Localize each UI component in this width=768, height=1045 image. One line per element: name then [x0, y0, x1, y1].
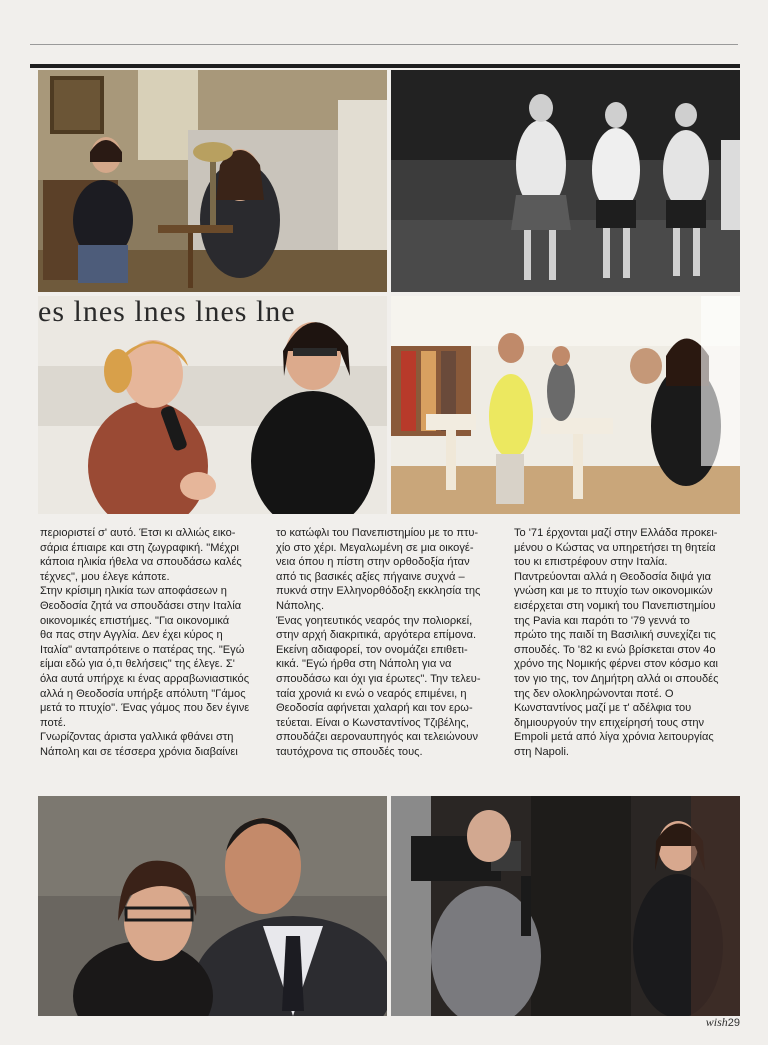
text-line: σπουδάσω και όχι για έρωτες". Την τελευ- [276, 672, 481, 685]
text-line: στην αρχή διακριτικά, αργότερα επίμονα. [276, 629, 477, 642]
photo-interview [38, 296, 387, 514]
article-column-2 [276, 526, 498, 784]
header-rule [30, 64, 740, 68]
text-line: πρώτο της παιδί τη Βασιλική συνεχίζει τις [514, 629, 716, 642]
text-line: Empoli μετά από λίγα χρόνια λειτουργίας [514, 731, 714, 744]
text-line: τεύεται. Είναι ο Κωνσταντίνος Τζιβέλης, [276, 716, 469, 729]
text-line: Ένας γοητευτικός νεαρός την πολιορκεί, [276, 614, 473, 627]
text-line: εισέρχεται στη νομική του Πανεπιστημίου [514, 599, 716, 612]
text-line: κικά. "Εγώ ήρθα στη Νάπολη για να [276, 658, 452, 671]
text-line: Νάπολης. [276, 599, 325, 612]
text-line: αλλά η Θεοδοσία υπήρξε απόλυτη "Γάμος [40, 687, 246, 700]
text-line: Θεοδοσία ζητά να σπουδάσει στην Ιταλία [40, 599, 242, 612]
photo-dance-bw [391, 70, 740, 292]
text-line: της Pavia και παρότι το '79 γεννά το [514, 614, 690, 627]
text-line: είμαι εδώ για ό,τι θελήσεις" της έλεγε. Σ' [40, 658, 235, 671]
text-line: το κατώφλι του Πανεπιστημίου με το πτυ- [276, 527, 479, 539]
page-number: 29 [727, 1017, 740, 1029]
text-line: Κωνσταντίνος μαζί με τ' αδέλφια του [514, 702, 692, 715]
text-line: Νάπολη και σε τέσσερα χρόνια διαβαίνει [40, 745, 238, 758]
text-line: κάποια ηλικία ήθελα να σπουδάσω καλές [40, 556, 242, 569]
text-line: στη Napoli. [514, 745, 570, 758]
photo-interior-portrait [38, 70, 387, 292]
text-line: από τις βασικές αξίες πήγαινε συχνά – [276, 570, 465, 583]
text-line: τον γιο της, τον Δημήτρη αλλά οι σπουδές [514, 672, 719, 685]
brand-name: wish [705, 1015, 728, 1029]
article-column-3 [514, 526, 738, 784]
text-line: οικονομικές επιστήμες. "Για οικονομικά [40, 614, 230, 627]
text-line: ποτέ. [40, 716, 66, 729]
text-line: σπουδές. Το '82 κι ενώ βρίσκεται στον 4ο [514, 643, 716, 656]
text-line: νεια όπου η πίστη στην ορθοδοξία ήταν [276, 556, 470, 569]
text-line: πυκνά στην Ελληνορθόδοξη εκκλησία της [276, 585, 481, 598]
text-line: περιοριστεί σ' αυτό. Έτσι κι αλλιώς εικο- [40, 527, 236, 539]
text-line: Εκείνη αδιαφορεί, τον ονομάζει επιθετι- [276, 643, 468, 656]
text-line: μένου ο Κώστας να υπηρετήσει τη θητεία [514, 541, 716, 554]
text-line: χίο στο χέρι. Μεγαλωμένη σε μια οικογέ- [276, 541, 474, 554]
text-line: Το '71 έρχονται μαζί στην Ελλάδα προκει- [514, 527, 718, 539]
text-line: Ιταλία" ανταπρότεινε ο πατέρας της. "Εγώ [40, 643, 245, 656]
text-line: όλα αυτά υπήρχε κι ένας αρραβωνιαστικός [40, 672, 250, 685]
text-line: του κι επιστρέφουν στην Ιταλία. [514, 556, 668, 569]
page-footer [706, 1015, 740, 1030]
text-line: Παντρεύονται αλλά η Θεοδοσία διψά για [514, 570, 712, 583]
text-line: τέχνες", μου έλεγε κάποτε. [40, 570, 170, 583]
banner-text: es lnes lnes lnes lne [38, 296, 296, 328]
photo-tv-crew [391, 796, 740, 1016]
text-line: ταία χρονιά κι ενώ ο νεαρός επιμένει, η [276, 687, 467, 700]
text-line: δημιουργούν την επιχείρησή τους στην [514, 716, 705, 729]
text-line: σπουδάζει αεροναυπηγός και τελειώνουν [276, 731, 479, 744]
text-line: μετά το πτυχίο". Ένας γάμος που δεν έγινε [40, 702, 250, 715]
photo-boutique [391, 296, 740, 514]
text-line: γνώση και με το πτυχίο των οικονομικών [514, 585, 713, 598]
text-line: σάρια έπιαιρε και στη ζωγραφική. "Μέχρι [40, 541, 240, 554]
text-line: Στην κρίσιμη ηλικία των αποφάσεων η [40, 585, 227, 598]
text-line: ταυτόχρονα τις σπουδές τους. [276, 745, 423, 758]
text-line: Γνωρίζοντας άριστα γαλλικά φθάνει στη [40, 731, 234, 744]
text-line: θα πας στην Αγγλία. Δεν έχει κύρος η [40, 629, 223, 642]
text-line: χρόνο της Νομικής φέρνει στον κόσμο και [514, 658, 718, 671]
article-column-1 [40, 526, 262, 784]
text-line: της δεν ολοκληρώνονται ποτέ. Ο [514, 687, 674, 700]
top-rule [30, 44, 738, 45]
photo-couple [38, 796, 387, 1016]
text-line: Θεοδοσία αφήνεται χαλαρή και τον ερω- [276, 702, 473, 715]
